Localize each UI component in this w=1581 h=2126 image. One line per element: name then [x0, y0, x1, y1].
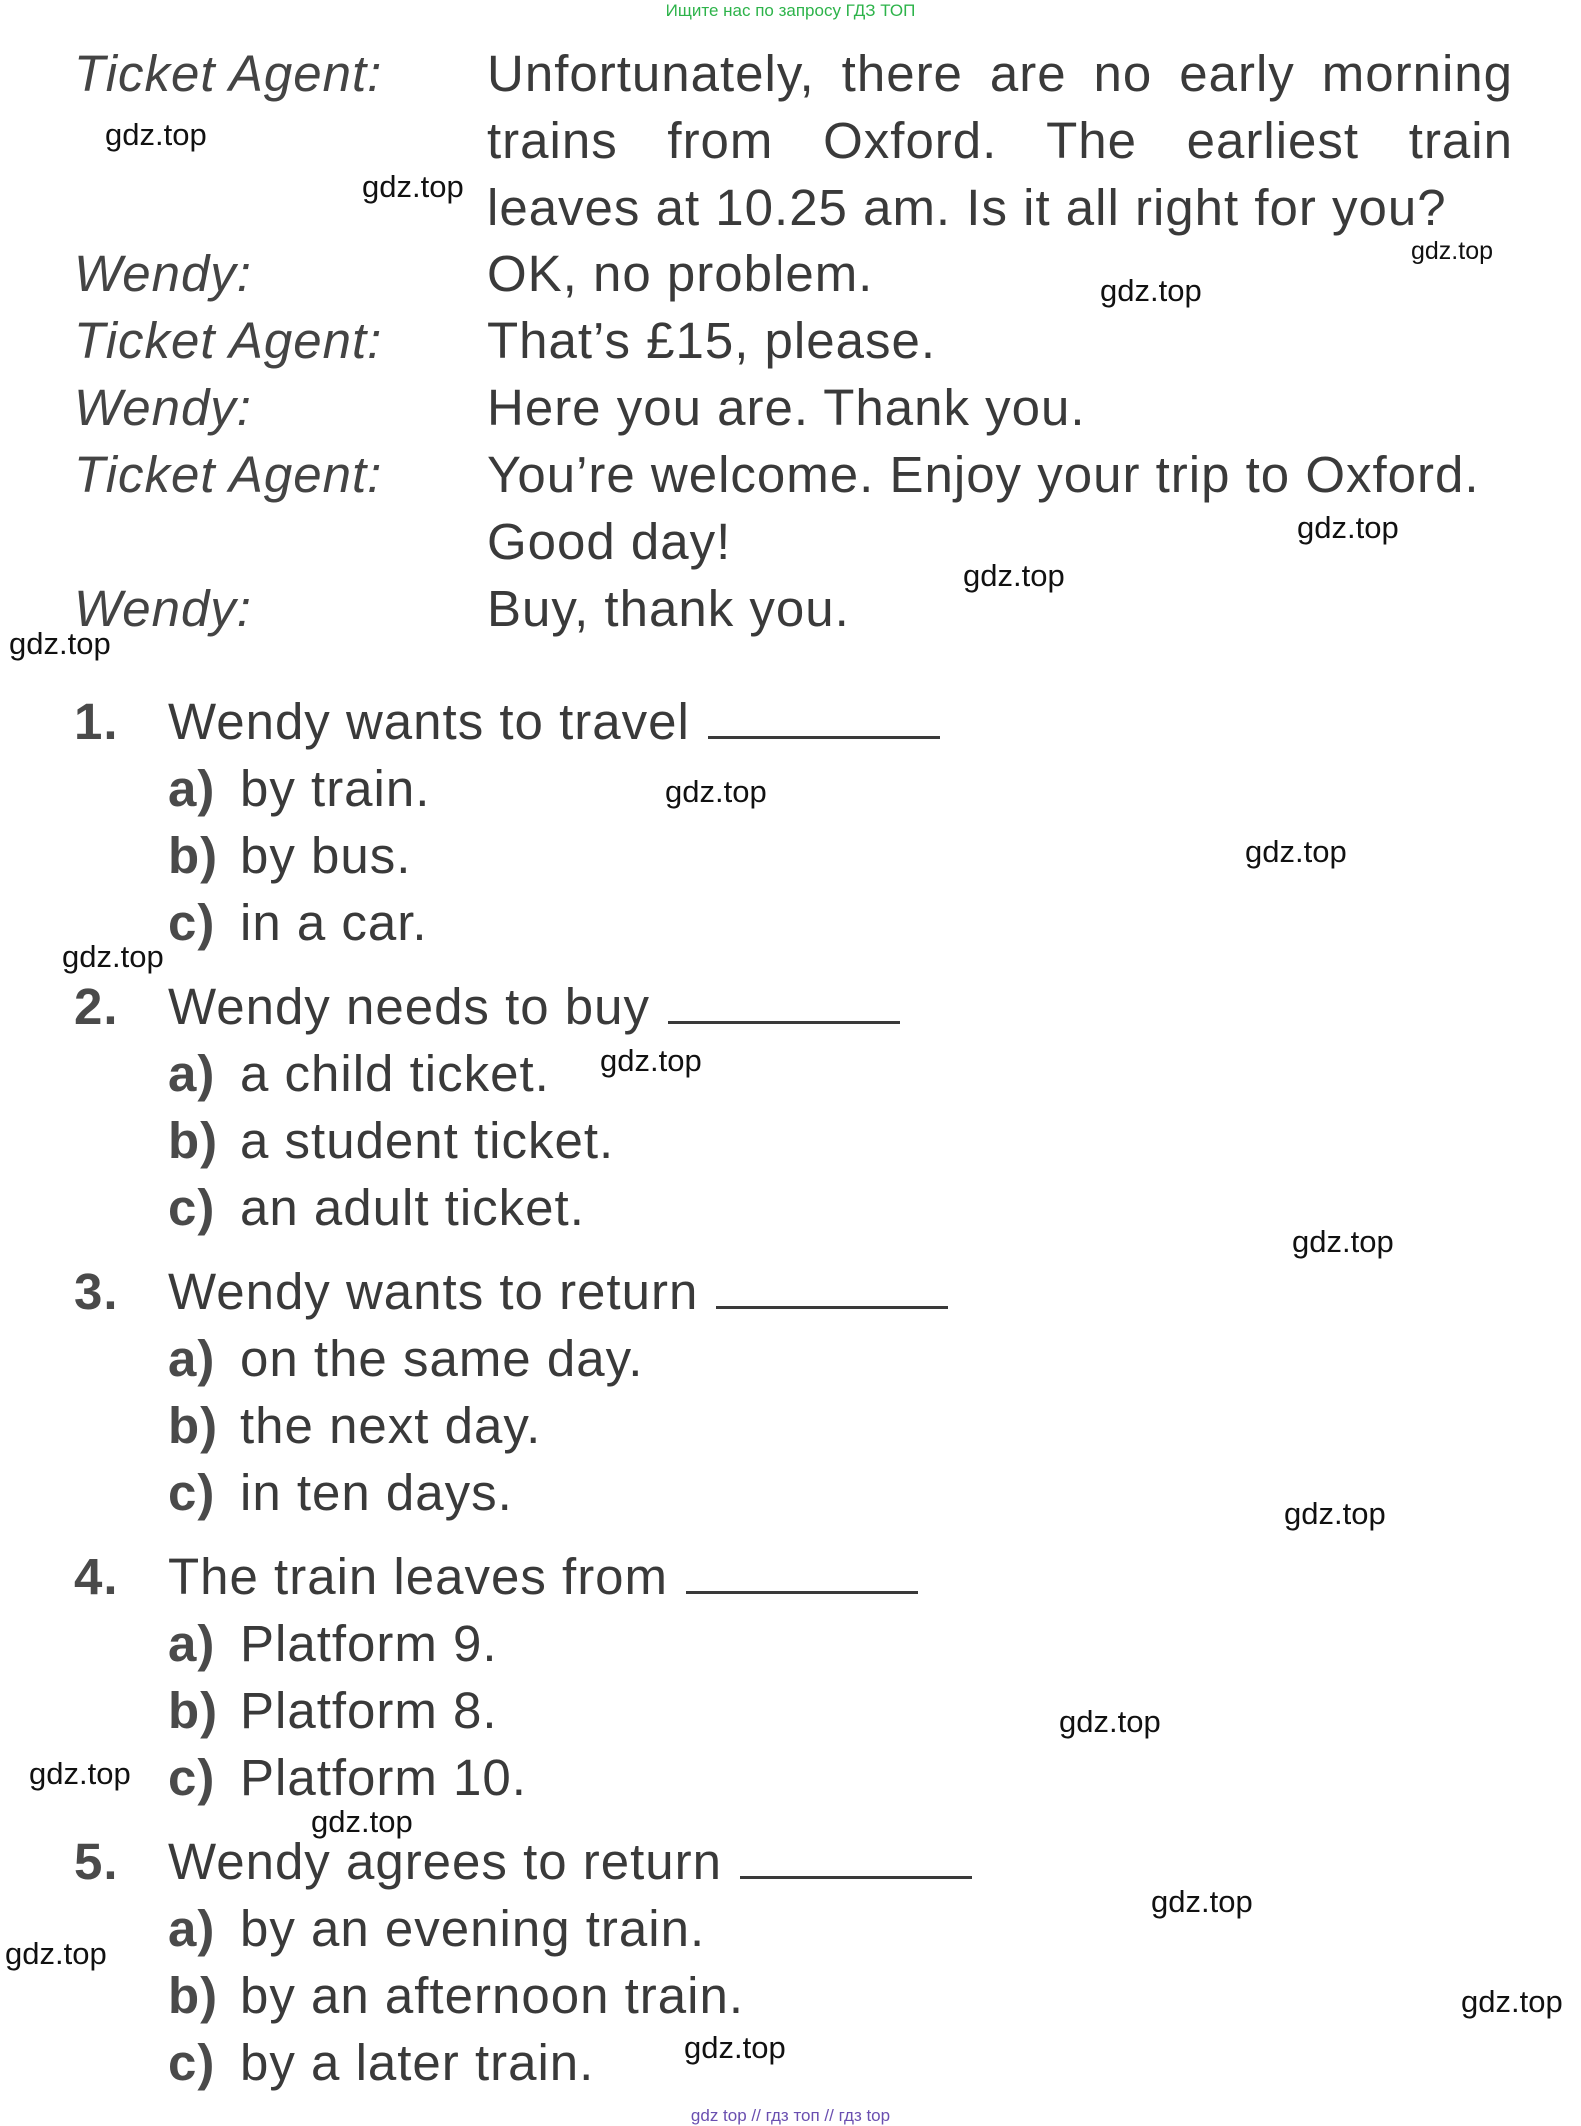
question-number: 1.: [74, 693, 119, 750]
option-text: a child ticket.: [240, 1045, 550, 1102]
option-text: by train.: [240, 760, 431, 817]
utterance: You’re welcome. Enjoy your trip to Oxford.: [487, 446, 1480, 503]
option-text: on the same day.: [240, 1330, 644, 1387]
option-letter: a): [168, 1615, 216, 1672]
watermark: gdz.top: [29, 1756, 131, 1791]
option-4c: [0, 1744, 1581, 1811]
watermark: gdz.top: [665, 774, 767, 809]
dialogue-line: [0, 441, 1581, 508]
option-letter: a): [168, 1330, 216, 1387]
utterance: Unfortunately, there are no early morning: [487, 45, 1513, 102]
question-text: Wendy wants to return: [168, 1258, 948, 1325]
utterance: OK, no problem.: [487, 245, 874, 302]
option-5b: [0, 1962, 1581, 2029]
answer-blank: [686, 1547, 918, 1594]
question-number: 3.: [74, 1263, 119, 1320]
option-text: in ten days.: [240, 1464, 513, 1521]
option-text: by a later train.: [240, 2034, 595, 2091]
option-text: Platform 8.: [240, 1682, 498, 1739]
watermark: gdz.top: [311, 1804, 413, 1839]
option-2a: [0, 1040, 1581, 1107]
option-4b: [0, 1677, 1581, 1744]
watermark: gdz.top: [1151, 1884, 1253, 1919]
option-2b: [0, 1107, 1581, 1174]
speaker-label: Ticket Agent:: [74, 312, 383, 369]
utterance: Buy, thank you.: [487, 580, 850, 637]
option-text: Platform 9.: [240, 1615, 498, 1672]
watermark: gdz.top: [684, 2030, 786, 2065]
question-text: The train leaves from: [168, 1543, 918, 1610]
speaker-label: Wendy:: [74, 379, 252, 436]
option-1a: [0, 755, 1581, 822]
option-letter: b): [168, 1967, 219, 2024]
question-number: 4.: [74, 1548, 119, 1605]
dialogue-line: [0, 240, 1581, 307]
speaker-label: Ticket Agent:: [74, 446, 383, 503]
speaker-label: Wendy:: [74, 580, 252, 637]
watermark: gdz.top: [963, 558, 1065, 593]
option-text: by an afternoon train.: [240, 1967, 744, 2024]
question-1: [0, 688, 1581, 755]
option-1c: [0, 889, 1581, 956]
utterance: leaves at 10.25 am. Is it all right for you?: [487, 179, 1447, 236]
dialogue-line: [0, 374, 1581, 441]
dialogue-line: [0, 107, 1581, 174]
option-letter: b): [168, 1112, 219, 1169]
watermark: gdz.top: [5, 1936, 107, 1971]
option-text: a student ticket.: [240, 1112, 615, 1169]
watermark: gdz.top: [600, 1043, 702, 1078]
footer: gdz top // гдз топ // гдз top: [690, 2106, 891, 2125]
speaker-label: Wendy:: [74, 245, 252, 302]
option-letter: a): [168, 1900, 216, 1957]
answer-blank: [716, 1262, 948, 1309]
dialogue-line: [0, 307, 1581, 374]
question-text: Wendy needs to buy: [168, 973, 900, 1040]
top-banner: Ищите нас по запросу ГДЗ ТОП: [665, 1, 916, 20]
utterance: Here you are. Thank you.: [487, 379, 1086, 436]
watermark: gdz.top: [9, 626, 111, 661]
option-5a: [0, 1895, 1581, 1962]
option-3b: [0, 1392, 1581, 1459]
option-5c: [0, 2029, 1581, 2096]
question-number: 2.: [74, 978, 119, 1035]
watermark: gdz.top: [1411, 237, 1494, 265]
watermark: gdz.top: [1100, 273, 1202, 308]
speaker-label: Ticket Agent:: [74, 45, 383, 102]
watermark: gdz.top: [1461, 1984, 1563, 2019]
option-letter: b): [168, 1397, 219, 1454]
option-letter: c): [168, 1464, 216, 1521]
option-text: by an evening train.: [240, 1900, 706, 1957]
question-text: Wendy wants to travel: [168, 688, 940, 755]
option-text: in a car.: [240, 894, 428, 951]
option-letter: c): [168, 894, 216, 951]
answer-blank: [708, 692, 940, 739]
option-letter: c): [168, 2034, 216, 2091]
question-4: [0, 1543, 1581, 1610]
watermark: gdz.top: [1297, 510, 1399, 545]
option-3a: [0, 1325, 1581, 1392]
question-3: [0, 1258, 1581, 1325]
watermark: gdz.top: [1245, 834, 1347, 869]
option-letter: a): [168, 760, 216, 817]
option-text: Platform 10.: [240, 1749, 527, 1806]
option-text: by bus.: [240, 827, 412, 884]
option-letter: c): [168, 1749, 216, 1806]
option-letter: b): [168, 1682, 219, 1739]
answer-blank: [668, 977, 900, 1024]
watermark: gdz.top: [105, 117, 207, 152]
utterance: That’s £15, please.: [487, 312, 937, 369]
answer-blank: [740, 1832, 972, 1879]
option-4a: [0, 1610, 1581, 1677]
utterance: Good day!: [487, 513, 732, 570]
option-text: the next day.: [240, 1397, 542, 1454]
dialogue-line: [0, 575, 1581, 642]
option-letter: a): [168, 1045, 216, 1102]
watermark: gdz.top: [1292, 1224, 1394, 1259]
option-letter: c): [168, 1179, 216, 1236]
question-number: 5.: [74, 1833, 119, 1890]
dialogue-line: [0, 40, 1581, 107]
watermark: gdz.top: [362, 169, 464, 204]
watermark: gdz.top: [1284, 1496, 1386, 1531]
question-2: [0, 973, 1581, 1040]
utterance: trains from Oxford. The earliest train: [487, 112, 1513, 169]
option-text: an adult ticket.: [240, 1179, 585, 1236]
question-5: [0, 1828, 1581, 1895]
option-letter: b): [168, 827, 219, 884]
watermark: gdz.top: [1059, 1704, 1161, 1739]
question-text: Wendy agrees to return: [168, 1828, 972, 1895]
dialogue-line: [0, 174, 1581, 241]
watermark: gdz.top: [62, 939, 164, 974]
